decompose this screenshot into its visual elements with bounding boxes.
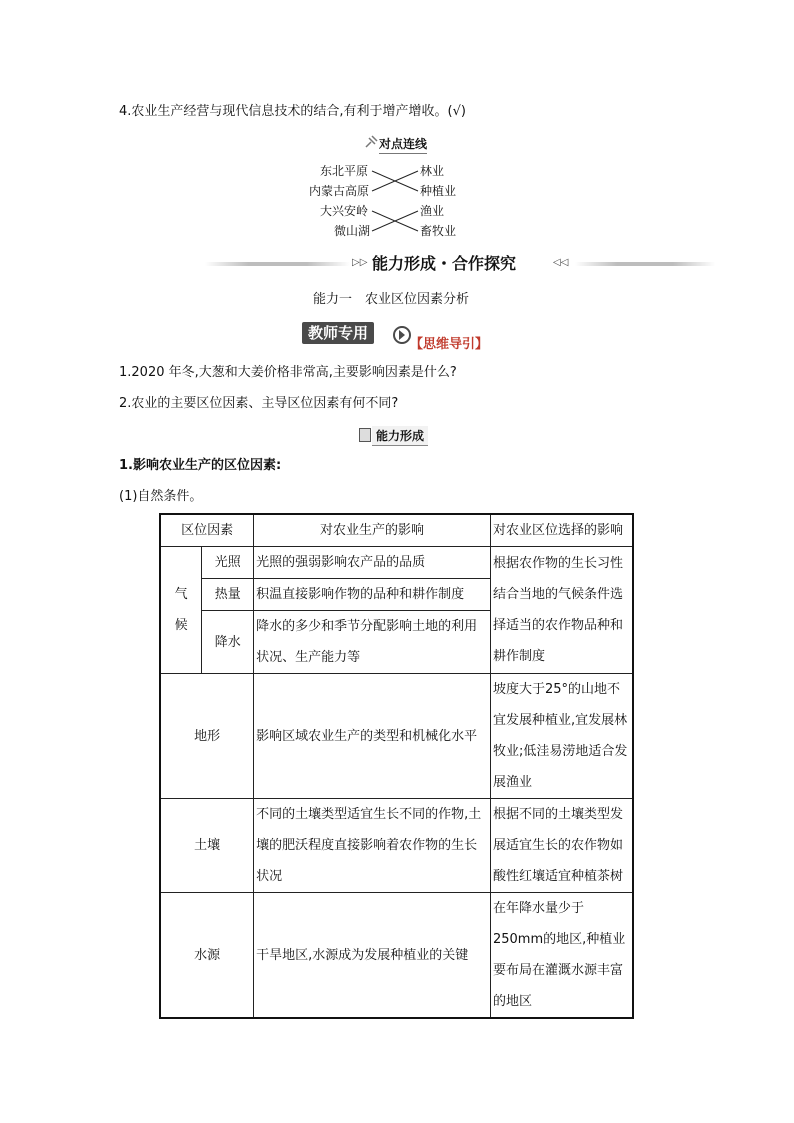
factor-table — [159, 513, 634, 1019]
factor-precipitation: 降水 — [202, 611, 254, 674]
match-left-0: 东北平原 — [320, 164, 369, 178]
table-row — [160, 547, 633, 579]
climate-label: 气候 — [160, 547, 202, 674]
choice-water: 在年降水量少于250mm的地区,种植业要布局在灌溉水源丰富的地区 — [490, 893, 633, 1019]
effect-heat: 积温直接影响作物的品种和耕作制度 — [254, 579, 491, 611]
formation-tag: 能力形成 — [372, 426, 428, 446]
table-row — [160, 799, 633, 893]
item-4: 4.农业生产经营与现代信息技术的结合,有利于增产增收。(√) — [119, 104, 466, 119]
match-left-3: 微山湖 — [334, 224, 371, 238]
match-left-1: 内蒙古高原 — [309, 184, 370, 198]
guide-tag: 【思维导引】 — [410, 337, 489, 352]
section-title: 能力形成・合作探究 — [372, 254, 517, 273]
arrow-right-icon: ▷▷ — [352, 257, 368, 268]
factor-light: 光照 — [202, 547, 254, 579]
climate-choice: 根据农作物的生长习性结合当地的气候条件选择适当的农作物品种和耕作制度 — [490, 547, 633, 674]
match-right-0: 林业 — [420, 164, 445, 178]
table-header-row — [160, 514, 633, 547]
question-2: 2.农业的主要区位因素、主导区位因素有何不同? — [119, 396, 399, 411]
effect-soil: 不同的土壤类型适宜生长不同的作物,土壤的肥沃程度直接影响着农作物的生长状况 — [254, 799, 491, 893]
heading-1: 1.影响农业生产的区位因素: — [119, 458, 282, 473]
header-effect: 对农业生产的影响 — [254, 514, 491, 547]
factor-soil: 土壤 — [160, 799, 254, 893]
choice-soil: 根据不同的土壤类型发展适宜生长的农作物如酸性红壤适宜种植茶树 — [490, 799, 633, 893]
subheading-1: (1)自然条件。 — [119, 489, 203, 504]
match-right-1: 种植业 — [420, 184, 457, 198]
pin-icon — [364, 135, 378, 153]
match-lines — [370, 160, 422, 240]
header-choice: 对农业区位选择的影响 — [490, 514, 633, 547]
banner-bar-right — [575, 262, 715, 266]
effect-light: 光照的强弱影响农产品的品质 — [254, 547, 491, 579]
match-title: 对点连线 — [379, 135, 427, 154]
table-row — [160, 893, 633, 1019]
book-icon — [359, 428, 371, 442]
effect-precipitation: 降水的多少和季节分配影响土地的利用状况、生产能力等 — [254, 611, 491, 674]
factor-terrain: 地形 — [160, 674, 254, 799]
arrow-left-icon: ◁◁ — [553, 257, 569, 268]
match-right-3: 畜牧业 — [420, 224, 457, 238]
effect-water: 干旱地区,水源成为发展种植业的关键 — [254, 893, 491, 1019]
play-icon — [393, 326, 411, 344]
question-1: 1.2020 年冬,大葱和大姜价格非常高,主要影响因素是什么? — [119, 365, 457, 380]
choice-terrain: 坡度大于25°的山地不宜发展种植业,宜发展林牧业;低洼易涝地适合发展渔业 — [490, 674, 633, 799]
banner-bar-left — [205, 262, 350, 266]
teacher-tag: 教师专用 — [302, 322, 374, 344]
table-row — [160, 674, 633, 799]
ability-title: 能力一 农业区位因素分析 — [313, 292, 470, 307]
effect-terrain: 影响区域农业生产的类型和机械化水平 — [254, 674, 491, 799]
match-right-2: 渔业 — [420, 204, 445, 218]
header-factor: 区位因素 — [160, 514, 254, 547]
match-left-2: 大兴安岭 — [320, 204, 369, 218]
factor-heat: 热量 — [202, 579, 254, 611]
factor-water: 水源 — [160, 893, 254, 1019]
